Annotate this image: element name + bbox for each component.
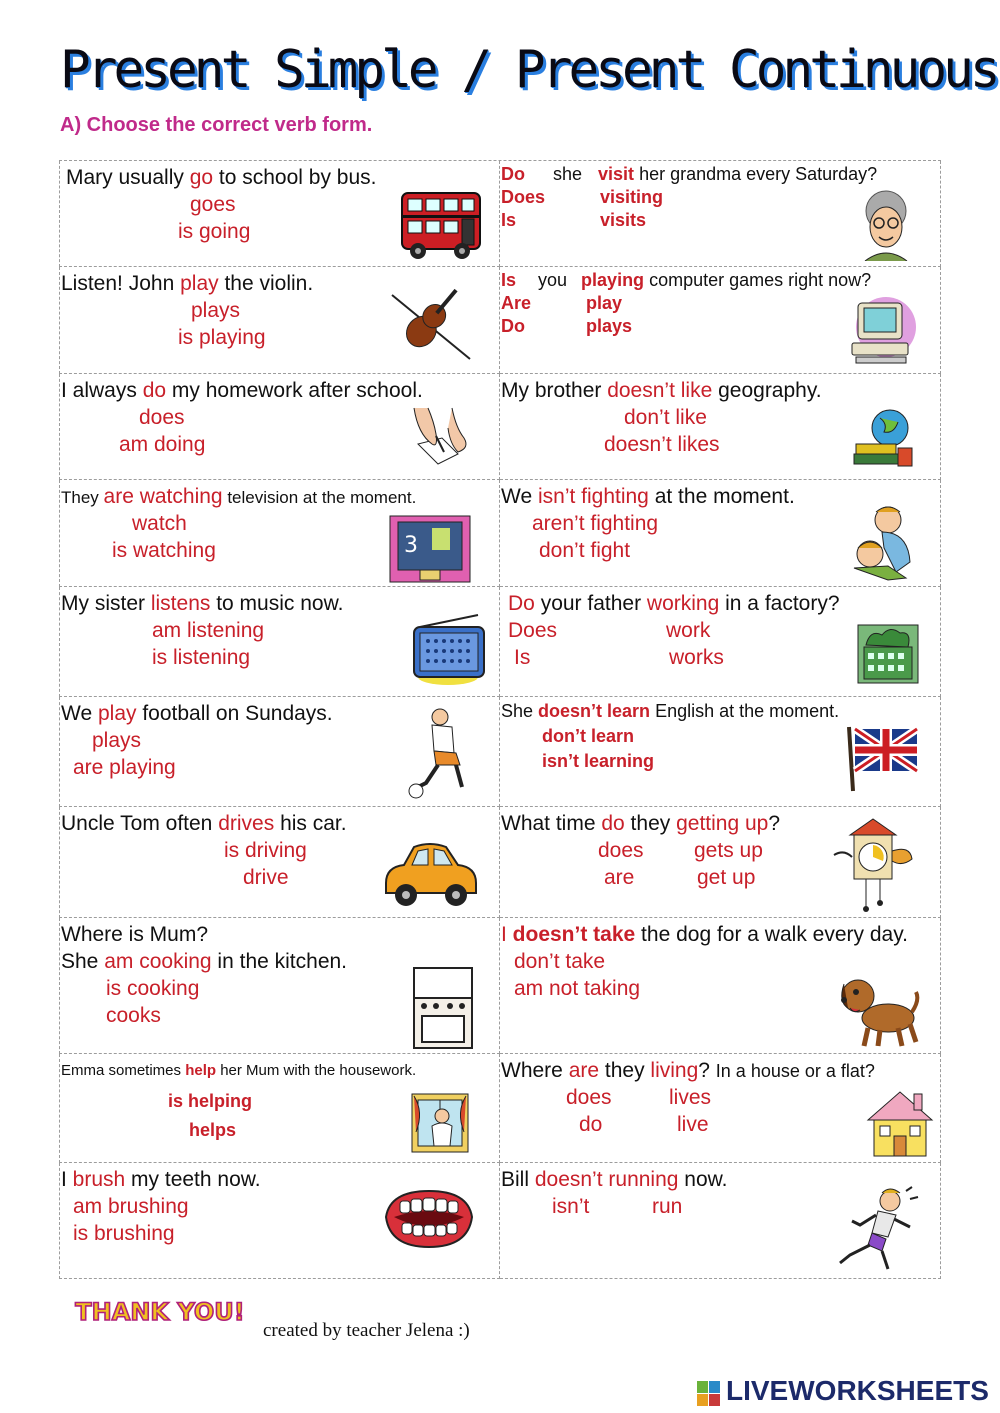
option[interactable]: drive xyxy=(243,866,289,889)
option[interactable]: Do xyxy=(501,316,525,336)
verb-choice[interactable]: are xyxy=(568,1059,600,1082)
option[interactable]: goes xyxy=(190,193,236,216)
exercise-11 xyxy=(59,697,500,807)
sentence: Emma sometimes help her Mum with the housework. xyxy=(61,1062,417,1079)
option[interactable]: Is xyxy=(501,210,517,230)
exercise-13 xyxy=(59,807,500,918)
option[interactable]: doesn’t likes xyxy=(604,433,720,456)
option[interactable]: plays xyxy=(191,299,241,322)
exercise-3 xyxy=(59,267,500,374)
running-boy-icon xyxy=(826,1185,922,1275)
option[interactable]: play xyxy=(586,293,623,313)
sentence: She am cooking in the kitchen. xyxy=(61,950,348,973)
exercise-19 xyxy=(59,1163,500,1279)
fighting-boys-icon xyxy=(848,502,920,582)
exercise-4 xyxy=(500,267,941,374)
exercise-18 xyxy=(500,1054,941,1163)
credit-text: created by teacher Jelena :) xyxy=(263,1320,470,1341)
verb-choice[interactable]: visit xyxy=(598,164,635,184)
option[interactable]: run xyxy=(652,1195,683,1218)
option[interactable]: Are xyxy=(501,293,532,313)
option[interactable]: isn’t xyxy=(552,1195,590,1218)
option[interactable]: does xyxy=(139,406,185,429)
sentence: Mary usually go to school by bus. xyxy=(66,166,377,189)
sentence: What time do they getting up? xyxy=(501,812,781,835)
option[interactable]: work xyxy=(666,619,711,642)
bus-icon xyxy=(396,189,486,263)
writing-hands-icon xyxy=(408,404,474,470)
option[interactable]: Is xyxy=(514,646,531,669)
option[interactable]: is listening xyxy=(152,646,251,669)
verb-choice[interactable]: listens xyxy=(150,592,211,615)
exercise-9 xyxy=(59,587,500,697)
exercise-17 xyxy=(59,1054,500,1163)
verb-choice[interactable]: getting up xyxy=(676,812,769,835)
option[interactable]: gets up xyxy=(694,839,763,862)
sentence: They are watching television at the moment. xyxy=(61,485,417,508)
exercise-16 xyxy=(500,918,941,1054)
violin-icon xyxy=(388,277,474,363)
option[interactable]: is playing xyxy=(178,326,266,349)
exercise-7 xyxy=(59,480,500,587)
computer-icon xyxy=(846,293,920,367)
option[interactable]: does xyxy=(566,1086,612,1109)
option[interactable]: is going xyxy=(178,220,251,243)
cleaning-window-icon xyxy=(410,1092,470,1154)
thank-you-text: THANK YOU! xyxy=(75,1298,245,1326)
verb-choice[interactable]: help xyxy=(185,1062,217,1079)
sentence: We isn’t fighting at the moment. xyxy=(501,485,795,508)
sentence: I always do my homework after school. xyxy=(61,379,423,402)
page-title: Present Simple / Present Continuous xyxy=(60,40,997,100)
verb-choice[interactable]: play xyxy=(97,702,137,725)
exercise-15 xyxy=(59,918,500,1054)
option[interactable]: am not taking xyxy=(514,977,641,1000)
verb-choice[interactable]: play xyxy=(180,272,219,295)
option[interactable]: are playing xyxy=(73,756,176,779)
option[interactable]: is cooking xyxy=(106,977,200,1000)
stove-icon xyxy=(410,966,476,1052)
exercise-8 xyxy=(500,480,941,587)
house-icon xyxy=(864,1086,936,1158)
exercise-2 xyxy=(500,161,941,267)
sentence: Uncle Tom often drives his car. xyxy=(61,812,347,835)
option[interactable]: don’t fight xyxy=(539,539,631,562)
option[interactable]: aren’t fighting xyxy=(532,512,659,535)
verb-choice[interactable]: working xyxy=(646,592,720,615)
radio-icon xyxy=(408,609,490,689)
sentence: I doesn’t take the dog for a walk every day. xyxy=(501,923,908,946)
option[interactable]: Does xyxy=(508,619,558,642)
sentence: Where are they living? In a house or a flat? xyxy=(501,1059,875,1082)
sentence: Is you playing computer games right now? xyxy=(501,270,872,290)
verb-choice[interactable]: doesn’t take xyxy=(512,923,636,946)
option[interactable]: watch xyxy=(132,512,187,535)
option[interactable]: does xyxy=(598,839,644,862)
option[interactable]: visits xyxy=(600,210,647,230)
sentence: We play football on Sundays. xyxy=(61,702,333,725)
television-icon xyxy=(388,514,472,584)
verb-choice[interactable]: doesn’t running xyxy=(534,1168,679,1191)
liveworksheets-brand: LIVEWORKSHEETS xyxy=(726,1375,989,1406)
verb-choice[interactable]: do xyxy=(601,812,625,835)
sentence: Do she visit her grandma every Saturday? xyxy=(501,164,878,184)
verb-choice[interactable]: Is xyxy=(501,270,517,290)
option[interactable]: lives xyxy=(669,1086,712,1109)
car-icon xyxy=(380,837,480,911)
uk-flag-icon xyxy=(845,723,921,793)
option[interactable]: are xyxy=(604,866,635,889)
option[interactable]: isn’t learning xyxy=(542,751,655,771)
exercise-10 xyxy=(500,587,941,697)
factory-icon xyxy=(856,623,920,685)
option[interactable]: don’t learn xyxy=(542,726,635,746)
dog-icon xyxy=(836,970,920,1050)
sentence: My brother doesn’t like geography. xyxy=(501,379,822,402)
option[interactable]: am doing xyxy=(119,433,206,456)
verb-choice[interactable]: doesn’t learn xyxy=(538,701,651,721)
option[interactable]: don’t take xyxy=(514,950,606,973)
sentence: I brush my teeth now. xyxy=(61,1168,261,1191)
option[interactable]: is brushing xyxy=(73,1222,175,1245)
liveworksheets-logo-icon xyxy=(697,1381,721,1407)
option[interactable]: works xyxy=(669,646,724,669)
exercise-20 xyxy=(500,1163,941,1279)
verb-choice[interactable]: do xyxy=(142,379,167,402)
option[interactable]: plays xyxy=(586,316,633,336)
exercise-grid xyxy=(59,160,941,1279)
instruction: A) Choose the correct verb form. xyxy=(60,114,373,136)
option[interactable]: visiting xyxy=(600,187,664,207)
cuckoo-clock-icon xyxy=(830,815,916,913)
option[interactable]: is driving xyxy=(224,839,307,862)
option[interactable]: do xyxy=(579,1113,603,1136)
option[interactable]: am brushing xyxy=(73,1195,189,1218)
football-player-icon xyxy=(398,707,478,799)
option[interactable]: cooks xyxy=(106,1004,161,1027)
verb-choice[interactable]: are watching xyxy=(103,485,223,508)
verb-choice[interactable]: brush xyxy=(72,1168,126,1191)
teeth-icon xyxy=(382,1187,476,1251)
exercise-14 xyxy=(500,807,941,918)
verb-choice[interactable]: go xyxy=(189,166,214,189)
verb-choice[interactable]: living xyxy=(650,1059,699,1082)
option[interactable]: plays xyxy=(92,729,142,752)
grandma-icon xyxy=(855,189,917,261)
sentence: She doesn’t learn English at the moment. xyxy=(501,701,840,721)
thank-you-badge xyxy=(70,1290,250,1330)
verb-choice[interactable]: drives xyxy=(218,812,275,835)
verb-choice[interactable]: playing xyxy=(581,270,645,290)
option[interactable]: is helping xyxy=(168,1091,253,1111)
option[interactable]: get up xyxy=(697,866,756,889)
verb-choice[interactable]: Do xyxy=(501,164,525,184)
sentence-intro: Where is Mum? xyxy=(61,923,209,946)
option[interactable]: live xyxy=(677,1113,709,1136)
verb-choice[interactable]: Do xyxy=(508,592,535,615)
option[interactable]: is watching xyxy=(112,539,216,562)
globe-and-books-icon xyxy=(850,404,916,470)
verb-choice[interactable]: doesn’t like xyxy=(607,379,713,402)
svg-text:3: 3 xyxy=(404,533,418,558)
sentence: Bill doesn’t running now. xyxy=(501,1168,728,1191)
exercise-5 xyxy=(59,374,500,480)
verb-choice[interactable]: isn’t fighting xyxy=(537,485,649,508)
sentence: My sister listens to music now. xyxy=(61,592,344,615)
exercise-6 xyxy=(500,374,941,480)
exercise-12 xyxy=(500,697,941,807)
exercise-1 xyxy=(59,161,500,267)
option[interactable]: don’t like xyxy=(624,406,707,429)
verb-choice[interactable]: am cooking xyxy=(104,950,212,973)
option[interactable]: am listening xyxy=(152,619,265,642)
option[interactable]: Does xyxy=(501,187,546,207)
option[interactable]: helps xyxy=(189,1120,237,1140)
sentence: Listen! John play the violin. xyxy=(61,272,314,295)
sentence: Do your father working in a factory? xyxy=(508,592,840,615)
